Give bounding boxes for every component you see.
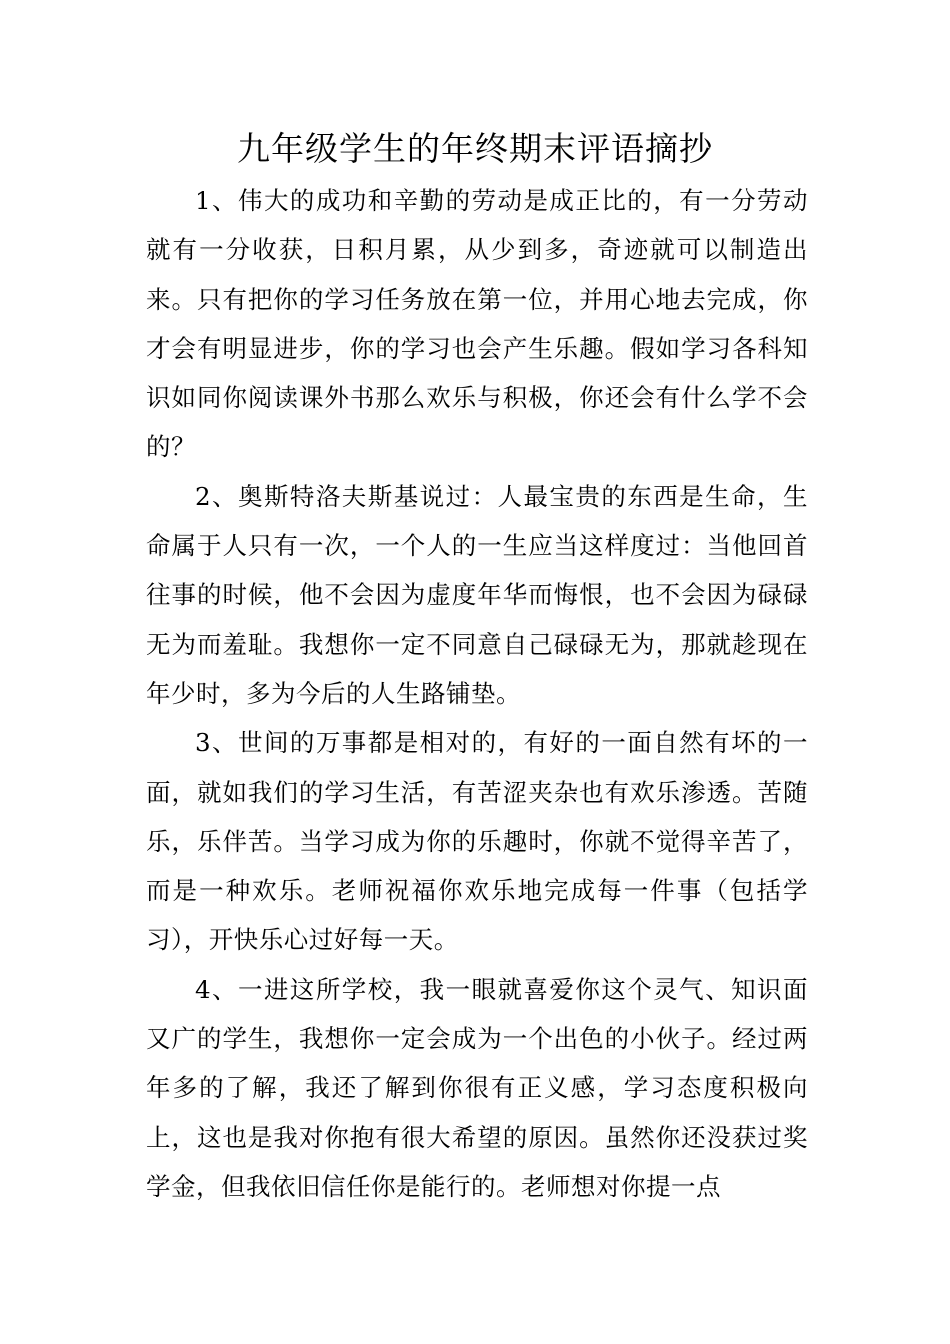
paragraph-2: 2、奥斯特洛夫斯基说过：人最宝贵的东西是生命，生命属于人只有一次，一个人的一生应当这样度过：当他回首往事的时候，他不会因为虚度年华而悔恨，也不会因为碌碌无为而羞耻。我想你一定不同意自己碌碌无为，那就趁现在年少时，多为今后的人生路铺垫。 xyxy=(146,481,808,708)
document-body xyxy=(146,176,808,1211)
document-title: 九年级学生的年终期末评语摘抄 xyxy=(237,129,713,168)
paragraph-1: 1、伟大的成功和辛勤的劳动是成正比的，有一分劳动就有一分收获，日积月累，从少到多，奇迹就可以制造出来。只有把你的学习任务放在第一位，并用心地去完成，你才会有明显进步，你的学习也会产生乐趣。假如学习各科知识如同你阅读课外书那么欢乐与积极，你还会有什么学不会的？ xyxy=(146,186,808,462)
paragraph-4: 4、一进这所学校，我一眼就喜爱你这个灵气、知识面又广的学生，我想你一定会成为一个出色的小伙子。经过两年多的了解，我还了解到你很有正义感，学习态度积极向上，这也是我对你抱有很大希望的原因。虽然你还没获过奖学金，但我依旧信任你是能行的。老师想对你提一点 xyxy=(146,974,808,1201)
paragraph-3: 3、世间的万事都是相对的，有好的一面自然有坏的一面，就如我们的学习生活，有苦涩夹杂也有欢乐渗透。苦随乐，乐伴苦。当学习成为你的乐趣时，你就不觉得辛苦了，而是一种欢乐。老师祝福你欢乐地完成每一件事（包括学习），开快乐心过好每一天。 xyxy=(146,728,808,955)
